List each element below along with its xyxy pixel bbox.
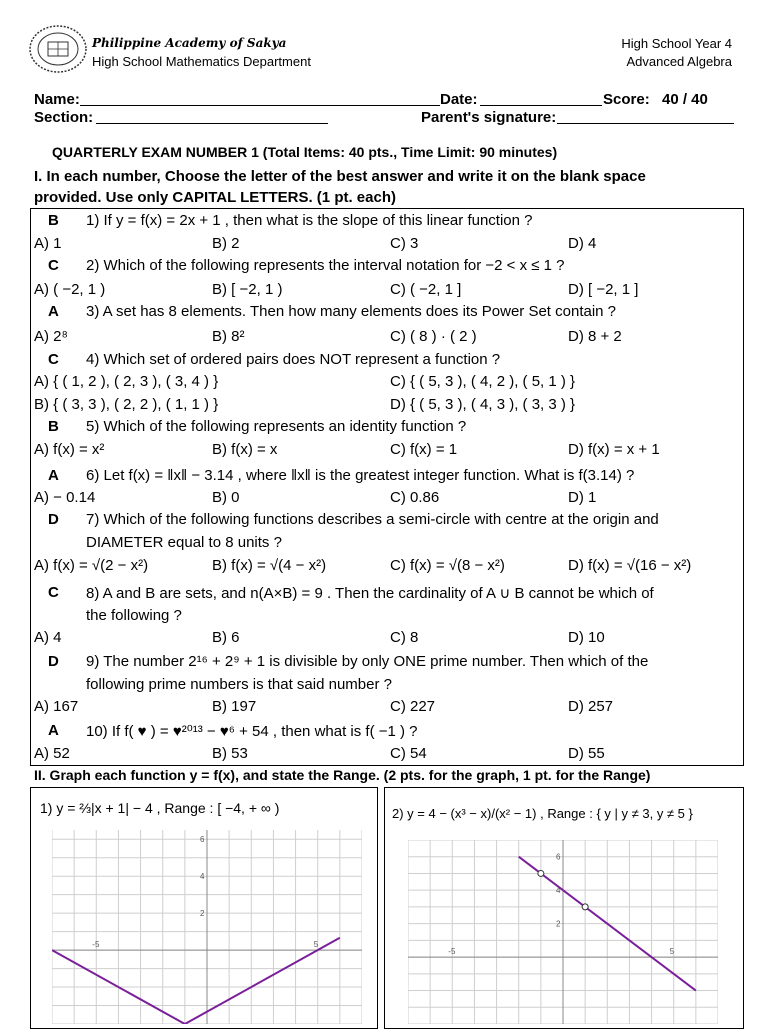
answer-option: B) 0 — [212, 489, 240, 506]
answer-option: B) f(x) = √(4 − x²) — [212, 557, 327, 574]
answer-letter[interactable]: B — [48, 418, 59, 435]
question-text: 8) A and B are sets, and n(A×B) = 9 . Then the cardinality of A ∪ B cannot be which of — [86, 585, 654, 602]
answer-option: A) 2⁸ — [34, 328, 68, 345]
answer-option: C) 8 — [390, 629, 419, 646]
answer-option: D) 55 — [568, 745, 605, 762]
answer-option: B) 2 — [212, 235, 240, 252]
question-text: 2) Which of the following represents the interval notation for −2 < x ≤ 1 ? — [86, 257, 565, 274]
school-seal — [28, 24, 88, 74]
answer-letter[interactable]: C — [48, 584, 59, 601]
answer-letter[interactable]: C — [48, 257, 59, 274]
answer-option: B) 6 — [212, 629, 240, 646]
question-text: 3) A set has 8 elements. Then how many elements does its Power Set contain ? — [86, 303, 617, 320]
y-tick-label: 4 — [556, 886, 561, 896]
answer-letter[interactable]: C — [48, 351, 59, 368]
department-name: High School Mathematics Department — [92, 54, 311, 69]
answer-option: D) 257 — [568, 698, 614, 715]
answer-option: C) 0.86 — [390, 489, 440, 506]
question-text: 1) If y = f(x) = 2x + 1 , then what is the slope of this linear function ? — [86, 212, 533, 229]
graph1-label: 1) y = ⅔|x + 1| − 4 , Range : [ −4, + ∞ ) — [40, 800, 280, 816]
answer-option: C) ( 8 ) · ( 2 ) — [390, 328, 477, 345]
score-value: 40 / 40 — [662, 91, 708, 108]
answer-option: D) f(x) = x + 1 — [568, 441, 660, 458]
answer-option: C) ( −2, 1 ] — [390, 281, 462, 298]
answer-option: A) 167 — [34, 698, 79, 715]
y-tick-label: 6 — [200, 835, 205, 845]
x-tick-label: -5 — [92, 940, 100, 950]
x-tick-label: -5 — [448, 947, 456, 957]
answer-option: A) f(x) = √(2 − x²) — [34, 557, 149, 574]
y-tick-label: 4 — [200, 872, 205, 882]
section-line[interactable] — [96, 123, 328, 124]
date-label: Date: — [440, 91, 478, 108]
answer-letter[interactable]: D — [48, 653, 59, 670]
seal-icon — [28, 24, 88, 74]
open-point — [582, 904, 588, 910]
school-name: Philippine Academy of Sakya — [92, 36, 287, 50]
part1-instructions-1: I. In each number, Choose the letter of the best answer and write it on the blank space — [34, 168, 646, 185]
answer-option: B) 8² — [212, 328, 245, 345]
answer-option: A) 1 — [34, 235, 62, 252]
question-text-cont: following prime numbers is that said number ? — [86, 676, 392, 693]
y-tick-label: 6 — [556, 852, 561, 862]
parent-signature-label: Parent's signature: — [421, 109, 557, 126]
y-tick-label: 2 — [556, 919, 561, 929]
answer-letter[interactable]: A — [48, 722, 59, 739]
answer-option: A) − 0.14 — [34, 489, 96, 506]
answer-option: D) [ −2, 1 ] — [568, 281, 639, 298]
answer-letter[interactable]: A — [48, 467, 59, 484]
graph1-plot — [52, 830, 362, 1024]
question-text: 6) Let f(x) = ‖x‖ − 3.14 , where ‖x‖ is the greatest integer function. What is f(3.14) ? — [86, 467, 635, 484]
answer-option: B) [ −2, 1 ) — [212, 281, 283, 298]
answer-option: D) 1 — [568, 489, 597, 506]
answer-option: C) 227 — [390, 698, 436, 715]
name-line[interactable] — [80, 105, 440, 106]
answer-option: D) f(x) = √(16 − x²) — [568, 557, 692, 574]
exam-title: QUARTERLY EXAM NUMBER 1 (Total Items: 40 pts., Time Limit: 90 minutes) — [52, 144, 558, 160]
answer-option: D) 10 — [568, 629, 605, 646]
answer-option: B) 53 — [212, 745, 248, 762]
answer-option: A) f(x) = x² — [34, 441, 105, 458]
series-line — [52, 938, 340, 1024]
answer-option: D) { ( 5, 3 ), ( 4, 3 ), ( 3, 3 ) } — [390, 396, 576, 413]
x-tick-label: 5 — [669, 947, 675, 957]
answer-option: C) { ( 5, 3 ), ( 4, 2 ), ( 5, 1 ) } — [390, 373, 576, 390]
year-level: High School Year 4 — [621, 36, 732, 51]
answer-option: A) ( −2, 1 ) — [34, 281, 106, 298]
question-text-cont: the following ? — [86, 607, 182, 624]
name-label: Name: — [34, 91, 80, 108]
parent-signature-line[interactable] — [557, 123, 734, 124]
question-text-cont: DIAMETER equal to 8 units ? — [86, 534, 282, 551]
answer-option: A) { ( 1, 2 ), ( 2, 3 ), ( 3, 4 ) } — [34, 373, 219, 390]
answer-option: D) 4 — [568, 235, 597, 252]
graph2-label: 2) y = 4 − (x³ − x)/(x² − 1) , Range : { y | y ≠ 3, y ≠ 5 } — [392, 806, 693, 821]
answer-option: D) 8 + 2 — [568, 328, 622, 345]
answer-option: C) f(x) = √(8 − x²) — [390, 557, 505, 574]
question-text: 9) The number 2¹⁶ + 2⁹ + 1 is divisible by only ONE prime number. Then which of the — [86, 653, 649, 670]
x-tick-label: 5 — [313, 940, 319, 950]
score-label: Score: — [603, 91, 650, 108]
answer-option: C) f(x) = 1 — [390, 441, 458, 458]
question-text: 7) Which of the following functions describes a semi-circle with centre at the origin and — [86, 511, 659, 528]
answer-option: A) 52 — [34, 745, 70, 762]
answer-letter[interactable]: A — [48, 303, 59, 320]
question-text: 4) Which set of ordered pairs does NOT represent a function ? — [86, 351, 501, 368]
date-line[interactable] — [480, 105, 602, 106]
answer-letter[interactable]: D — [48, 511, 59, 528]
answer-option: B) f(x) = x — [212, 441, 278, 458]
subject-name: Advanced Algebra — [626, 54, 732, 69]
answer-letter[interactable]: B — [48, 212, 59, 229]
answer-option: B) 197 — [212, 698, 257, 715]
part2-instructions: II. Graph each function y = f(x), and state the Range. (2 pts. for the graph, 1 pt. for the Range) — [34, 767, 651, 783]
question-text: 5) Which of the following represents an identity function ? — [86, 418, 467, 435]
answer-option: C) 54 — [390, 745, 427, 762]
answer-option: C) 3 — [390, 235, 419, 252]
open-point — [538, 870, 544, 876]
graph2-plot — [408, 840, 718, 1024]
section-label: Section: — [34, 109, 94, 126]
part1-instructions-2: provided. Use only CAPITAL LETTERS. (1 pt. each) — [34, 189, 396, 206]
y-tick-label: 2 — [200, 909, 205, 919]
answer-option: A) 4 — [34, 629, 62, 646]
question-text: 10) If f( ♥ ) = ♥²⁰¹³ − ♥⁶ + 54 , then what is f( −1 ) ? — [86, 723, 418, 740]
answer-option: B) { ( 3, 3 ), ( 2, 2 ), ( 1, 1 ) } — [34, 396, 219, 413]
